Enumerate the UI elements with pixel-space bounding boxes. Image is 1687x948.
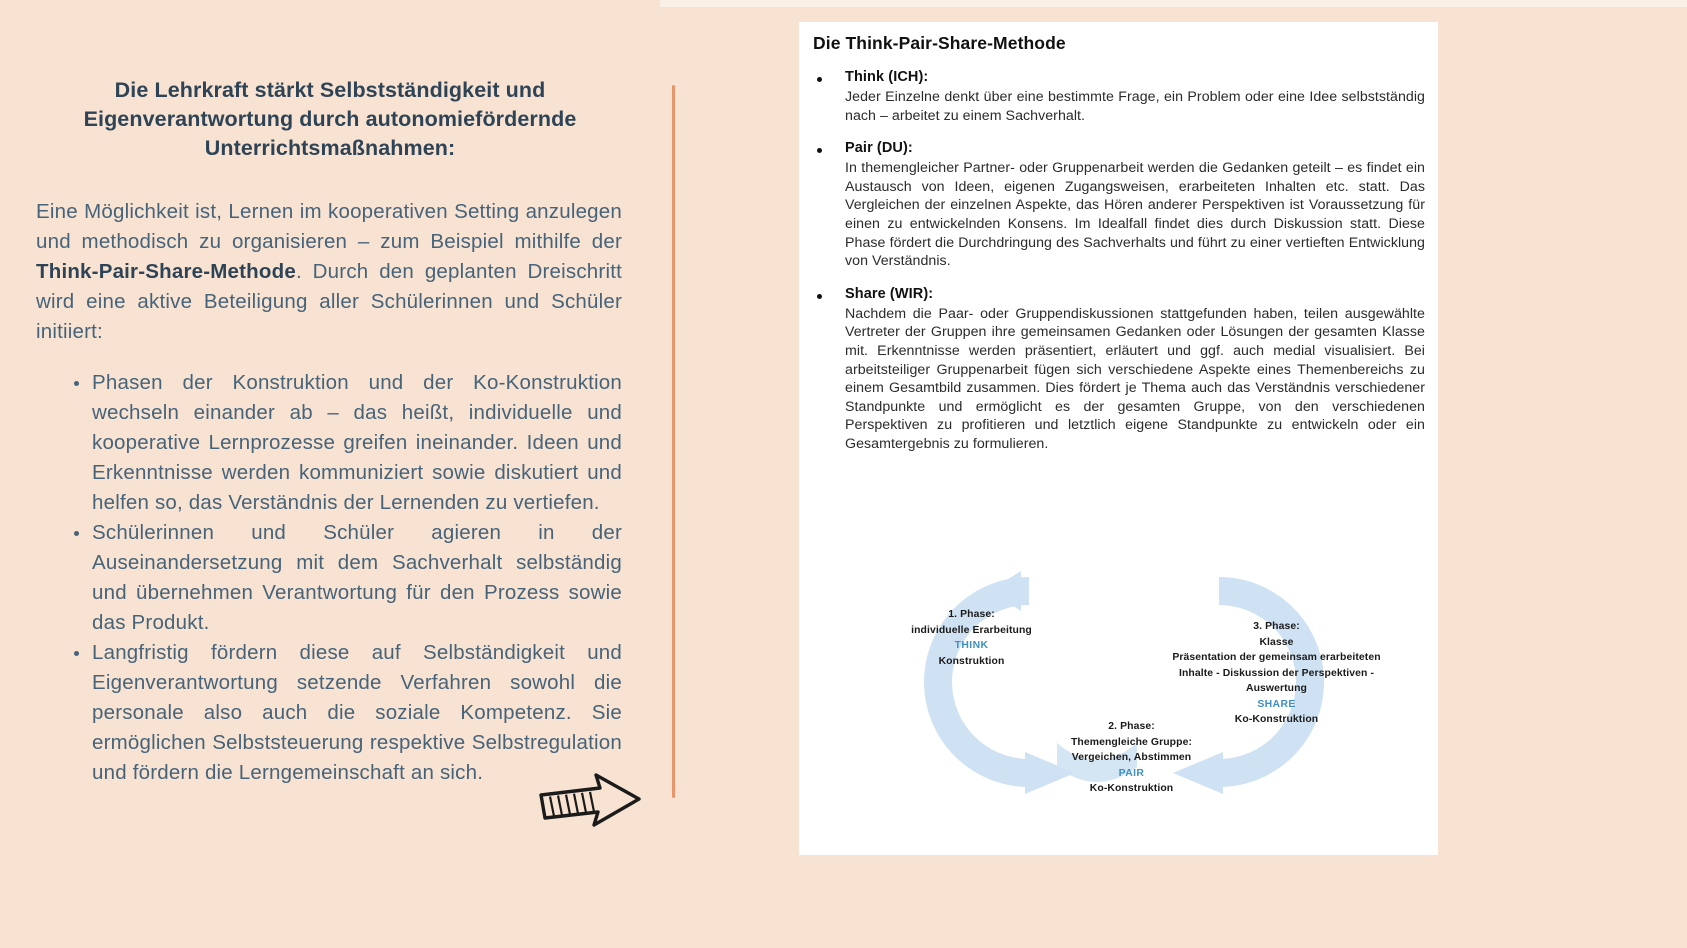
diagram-phase-3-label	[1169, 619, 1384, 728]
phase-2-accent: PAIR	[1118, 767, 1145, 779]
think-pair-share-panel	[799, 22, 1438, 855]
left-text-column	[36, 76, 622, 788]
phase-3-subtitle-2: Präsentation der gemeinsam erarbeiteten Inhalte - Diskussion der Perspektiven - Auswertung	[1172, 652, 1381, 694]
phase-3-subtitle: Klasse	[1259, 636, 1294, 648]
phase-3-title: 3. Phase:	[1253, 621, 1300, 632]
phase-2-subtitle: Themengleiche Gruppe:	[1070, 736, 1193, 748]
list-item: Schülerinnen und Schüler agieren in der Auseinandersetzung mit dem Sachverhalt selbständig und übernehmen Verantwortung für den Prozess sowie das Produkt.	[72, 518, 622, 638]
intro-text-before: Eine Möglichkeit ist, Lernen im kooperativen Setting anzulegen und methodisch zu organisieren – zum Beispiel mithilfe der	[36, 200, 622, 253]
right-arrow-doodle-icon	[538, 772, 643, 842]
vertical-divider	[672, 85, 675, 798]
panel-title: Die Think-Pair-Share-Methode	[813, 33, 1066, 53]
phase-1-footer: Konstruktion	[938, 655, 1005, 667]
phase-1-accent: THINK	[954, 640, 989, 651]
diagram-phase-1-label	[879, 607, 1064, 669]
list-item: Phasen der Konstruktion und der Ko-Konstruktion wechseln einander ab – das heißt, individuelle und kooperative Lernprozesse greifen ineinander. Ideen und Erkenntnisse werden kommuniziert sowie diskutiert und helfen so, das Verständnis der Lernenden zu vertiefen.	[72, 368, 622, 518]
phase-heading: Share (WIR):	[845, 285, 934, 302]
phase-body: Jeder Einzelne denkt über eine bestimmte Frage, ein Problem oder eine Idee selbstständig nach – arbeitet zu einem Sachverhalt.	[845, 89, 1425, 124]
intro-text-after: . Durch den geplanten Dreischritt wird eine aktive Beteiligung aller Schülerinnen und Schüler initiiert:	[36, 260, 622, 343]
phase-body: Nachdem die Paar- oder Gruppendiskussionen stattgefunden haben, teilen ausgewählte Vertreter der Gruppen ihre gemeinsamen Gedanken oder Lösungen der gesamten Klasse mit. Erkenntnisse werden präsentiert, erläutert und ggf. auch medial visualisiert. Bei arbeitsteiliger Gruppenarbeit fügen sich verschiedene Aspekte eines Themenbereichs zu einem Gesamtbild zusammen. Dies fördert je Thema auch das Verständnis verschiedener Standpunkte und ermöglicht es der gesamten Gruppe, von den verschiedenen Perspektiven zu profitieren und letztlich eigene Standpunkte zu entwickeln oder ein Gesamtergebnis zu formulieren.	[845, 305, 1425, 452]
phase-body: In themengleicher Partner- oder Gruppenarbeit werden die Gedanken geteilt – es findet ein Austausch von Ideen, eigenen Zugangsweisen, erarbeiteten Inhalten etc. statt. Das Vergleichen der einzelnen Aspekte, das Hören anderer Perspektiven ist Voraussetzung für einen zu entwickelnden Konsens. Im Idealfall findet dies durch Diskussion statt. Diese Phase fördert die Durchdringung des Sachverhalts und führt zu einer vertieften Entwicklung von Verständnis.	[845, 160, 1425, 270]
phase-3-footer: Ko-Konstruktion	[1234, 714, 1319, 725]
phase-heading: Think (ICH):	[845, 69, 929, 85]
method-phase-list	[813, 68, 1425, 468]
intro-bold-term: Think-Pair-Share-Methode	[36, 260, 296, 283]
left-heading: Die Lehrkraft stärkt Selbstständigkeit und Eigenverantwortung durch autonomiefördernde Unterrichtsmaßnahmen:	[83, 78, 577, 160]
left-intro-paragraph	[36, 197, 622, 347]
left-bullet-list	[36, 368, 622, 788]
phase-2-footer: Ko-Konstruktion	[1089, 783, 1174, 794]
phase-1-title: 1. Phase:	[948, 609, 995, 620]
top-background-strip	[660, 0, 1687, 7]
list-item	[813, 285, 1425, 454]
list-item	[813, 139, 1425, 271]
phase-1-subtitle: individuelle Erarbeitung	[911, 624, 1032, 636]
phase-2-title: 2. Phase:	[1108, 721, 1155, 732]
think-pair-share-cycle-diagram	[839, 547, 1409, 837]
list-item: Langfristig fördern diese auf Selbständigkeit und Eigenverantwortung setzende Verfahren sowohl die personale also auch die soziale Kompetenz. Sie ermöglichen Selbststeuerung respektive Selbstregulation und fördern die Lerngemeinschaft an sich.	[72, 638, 622, 788]
list-item	[813, 68, 1425, 125]
diagram-phase-2-label	[1029, 719, 1234, 797]
phase-3-accent: SHARE	[1257, 698, 1296, 710]
phase-2-subtitle-2: Vergeichen, Abstimmen	[1071, 752, 1192, 763]
phase-heading: Pair (DU):	[845, 140, 913, 157]
